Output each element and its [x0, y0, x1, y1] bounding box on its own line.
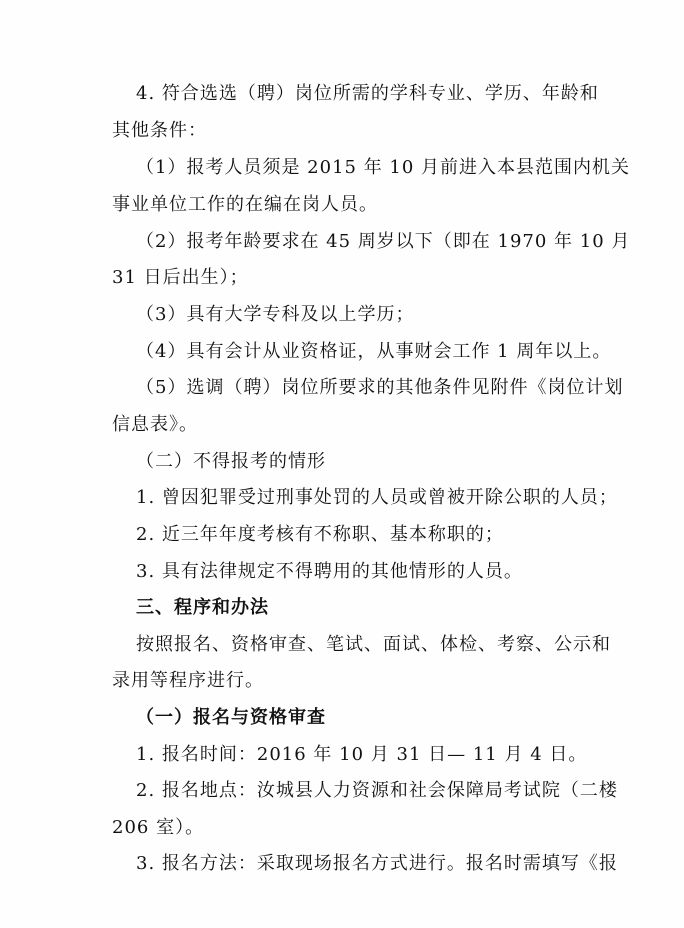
- text-line: （3）具有大学专科及以上学历；: [136, 304, 415, 325]
- text-line: 按照报名、资格审查、笔试、面试、体检、考察、公示和: [136, 634, 611, 655]
- subsection-heading: （一）报名与资格审查: [136, 707, 326, 728]
- text-line: 1. 曾因犯罪受过刑事处罚的人员或曾被开除公职的人员；: [136, 487, 618, 508]
- text-line: 录用等程序进行。: [112, 670, 264, 691]
- text-line: （1）报考人员须是 2015 年 10 月前进入本县范围内机关: [136, 157, 631, 178]
- text-line: 事业单位工作的在编在岗人员。: [112, 194, 378, 215]
- text-line: 其他条件：: [112, 120, 207, 141]
- section-heading: 三、程序和办法: [136, 597, 269, 618]
- text-line: （5）选调（聘）岗位所要求的其他条件见附件《岗位计划: [136, 377, 624, 398]
- text-line: 信息表》。: [112, 414, 198, 435]
- text-line: 1. 报名时间：2016 年 10 月 31 日— 11 月 4 日。: [136, 744, 588, 765]
- text-line: 206 室）。: [112, 817, 205, 838]
- text-line: （4）具有会计从业资格证，从事财会工作 1 周年以上。: [136, 341, 612, 362]
- text-line: 3. 报名方法：采取现场报名方式进行。报名时需填写《报: [136, 853, 618, 874]
- text-line: 2. 报名地点：汝城县人力资源和社会保障局考试院（二楼: [136, 780, 618, 801]
- text-line: 2. 近三年年度考核有不称职、基本称职的；: [136, 524, 504, 545]
- text-line: （2）报考年龄要求在 45 周岁以下（即在 1970 年 10 月: [136, 231, 631, 252]
- text-line: 4. 符合选选（聘）岗位所需的学科专业、学历、年龄和: [136, 83, 599, 104]
- text-line: 31 日后出生）；: [112, 267, 249, 288]
- subheading: （二）不得报考的情形: [136, 451, 326, 472]
- text-line: 3. 具有法律规定不得聘用的其他情形的人员。: [136, 561, 523, 582]
